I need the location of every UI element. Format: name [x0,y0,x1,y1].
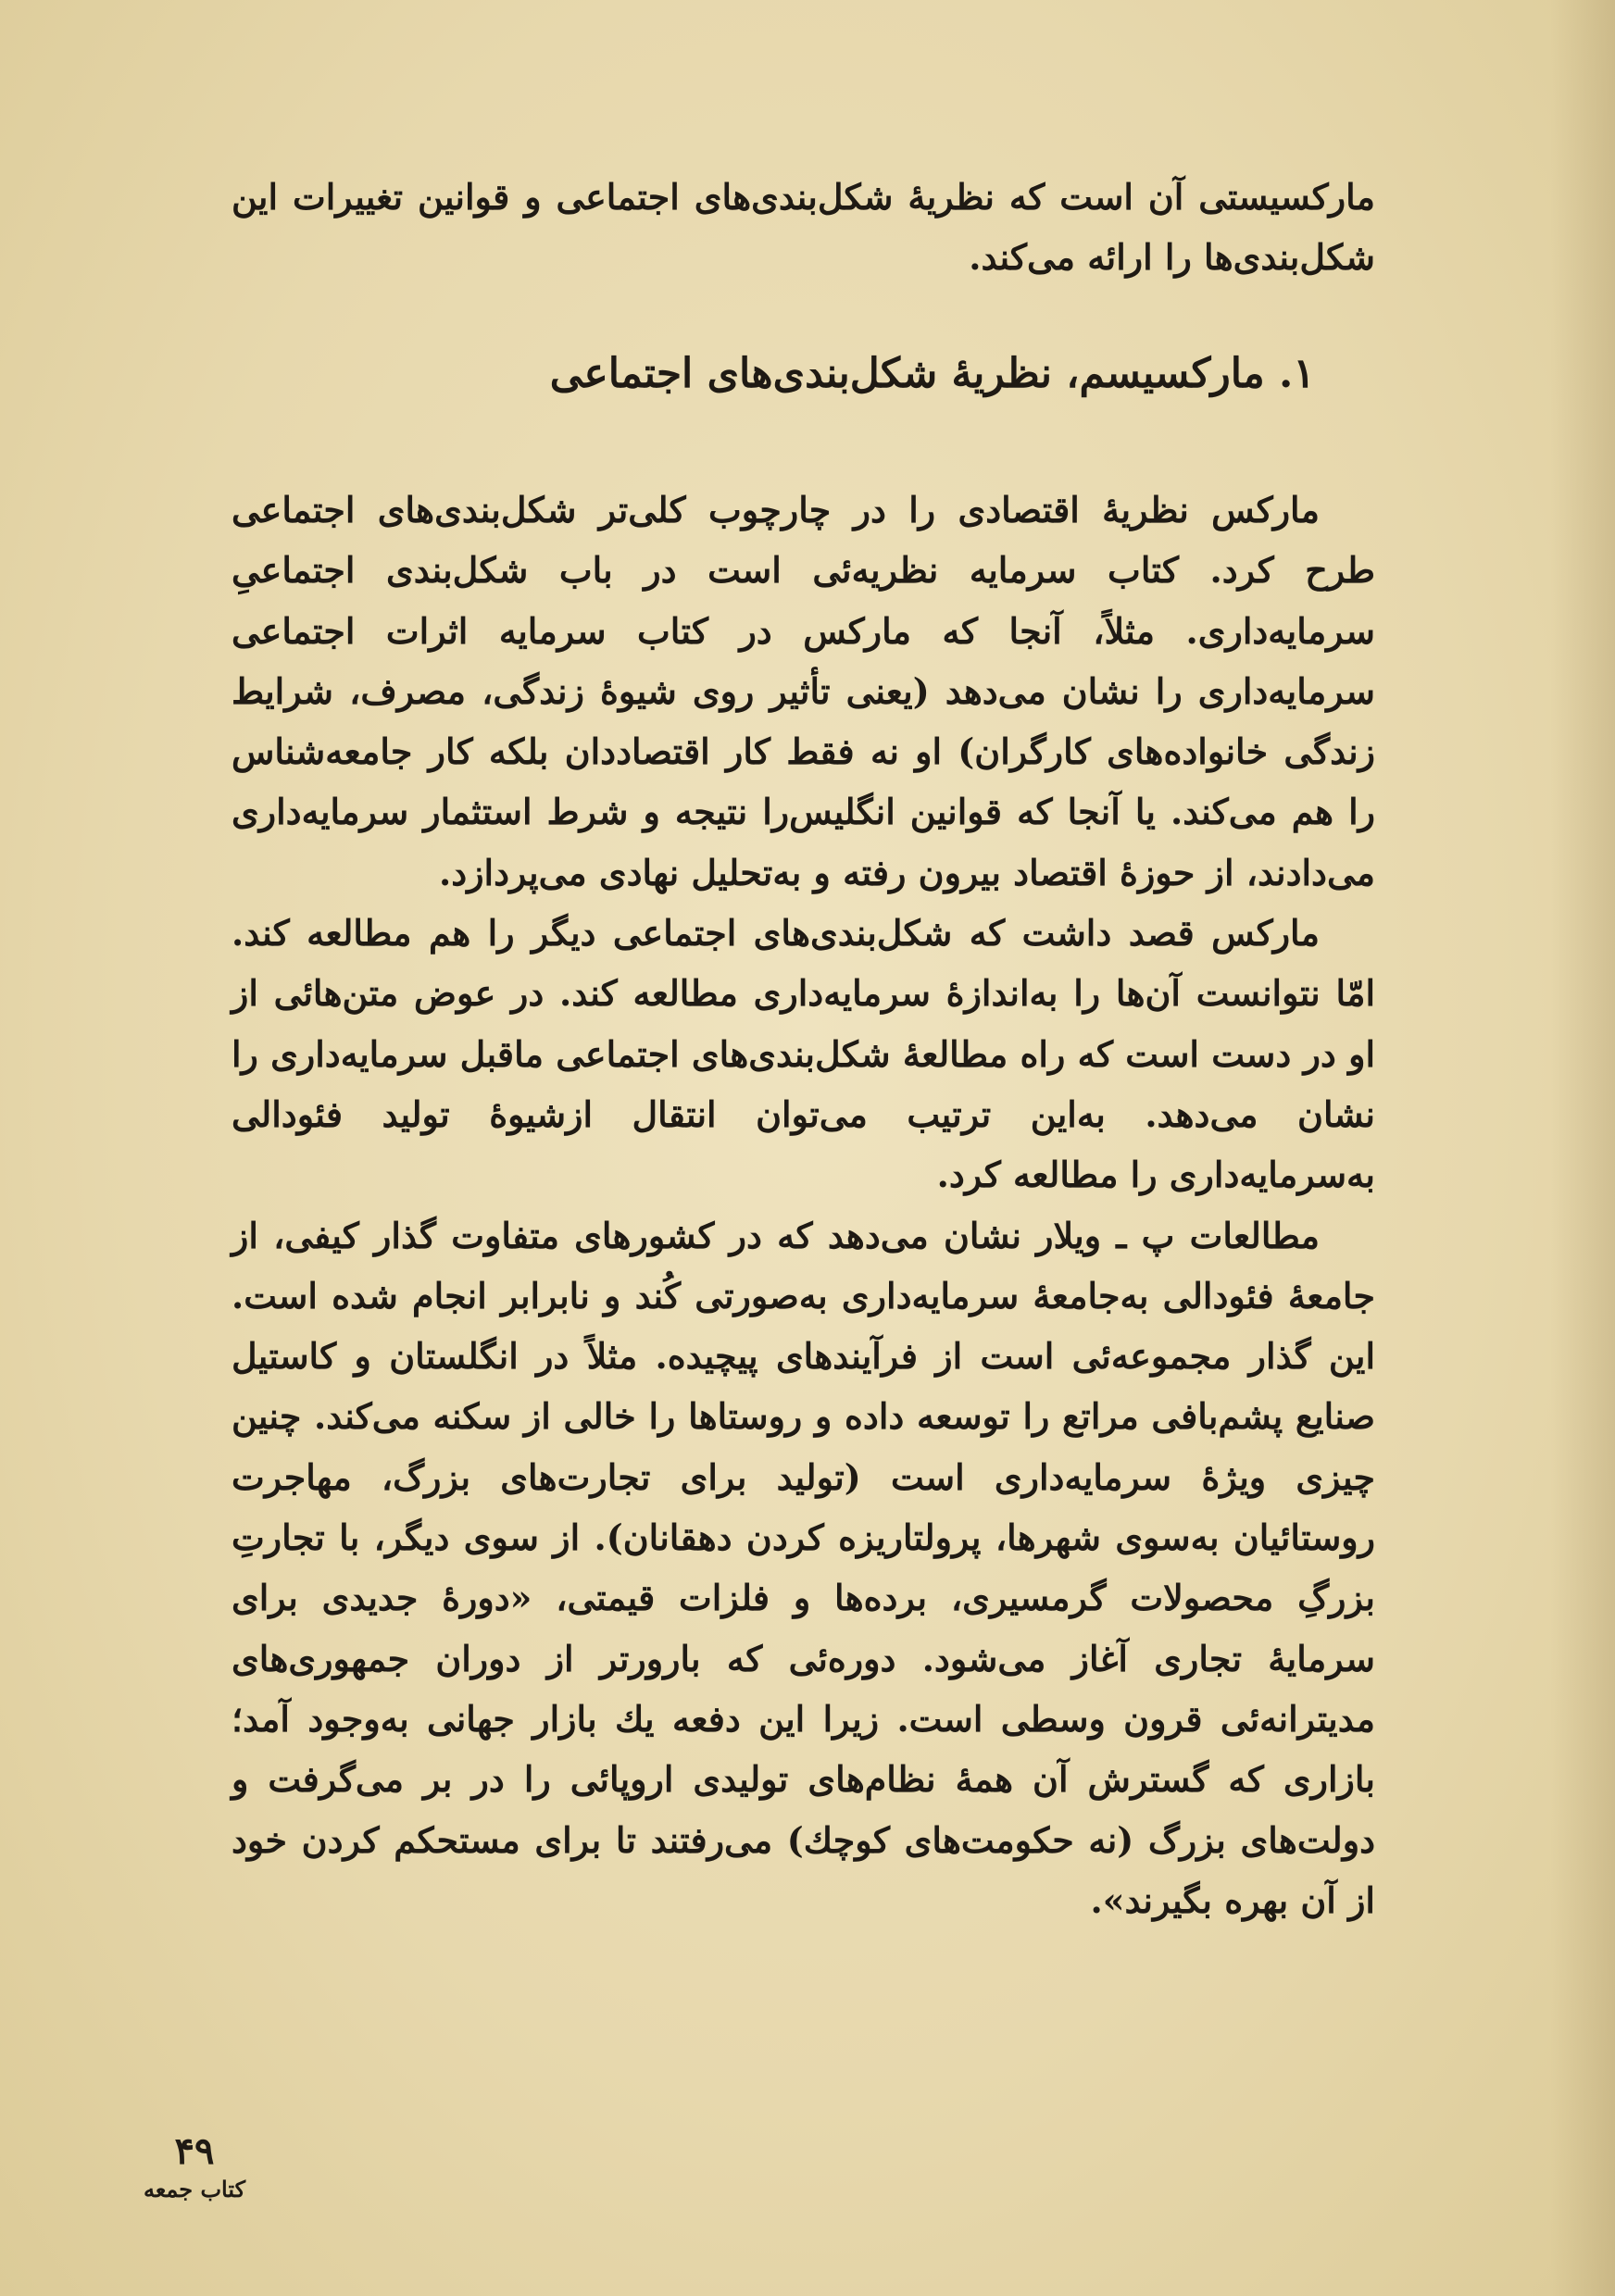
section-heading: ۱. مارکسیسم، نظریهٔ شکل‌بندی‌های اجتماعی [549,350,1315,397]
body-paragraph-1: مارکس نظریهٔ اقتصادی را در چارچوب کلی‌تر شکل‌بندی‌های اجتماعی طرح کرد. کتاب سرمایه نظریه‌ئی است در باب شکل‌بندی اجتماعیِ سرمایه‌داری. مثلاً، آنجا که مارکس در کتاب سرمایه اثرات اجتماعی سرمایه‌داری را نشان می‌دهد (یعنی تأثیر روی شیوهٔ زندگی، مصرف، شرایط زندگی خانواده‌های کارگران) او نه فقط کار اقتصاددان بلکه کار جامعه‌شناس را هم می‌کند. یا آنجا که قوانین انگلیس‌را نتیجه و شرط استثمار سرمایه‌داری می‌دادند، از حوزهٔ اقتصاد بیرون رفته و به‌تحلیل نهادی می‌پردازد. [232,489,1375,893]
section-body [232,480,1375,1930]
intro-block [232,167,1375,288]
page-edge-shadow [1550,0,1615,2296]
body-paragraph-2: مارکس قصد داشت که شکل‌بندی‌های اجتماعی دیگر را هم مطالعه کند. امّا نتوانست آن‌ها را به‌اندازهٔ سرمایه‌داری مطالعه کند. در عوض متن‌هائی از او در دست است که راه مطالعهٔ شکل‌بندی‌های اجتماعی ماقبل سرمایه‌داری را نشان می‌دهد. به‌این ترتیب می‌توان انتقال ازشیوهٔ تولید فئودالی به‌سرمایه‌داری را مطالعه کرد. [232,912,1375,1196]
body-paragraph-3: مطالعات پ ـ ویلار نشان می‌دهد که در کشورهای متفاوت گذار کیفی، از جامعهٔ فئودالی به‌جامعهٔ سرمایه‌داری به‌صورتی کُند و نابرابر انجام شده است. این گذار مجموعه‌ئی است از فرآیندهای پیچیده. مثلاً در انگلستان و کاستیل صنایع پشم‌بافی مراتع را توسعه داده و روستاها را خالی از سکنه می‌کند. چنین چیزی ویژهٔ سرمایه‌داری است (تولید برای تجارت‌های بزرگ، مهاجرت روستائیان به‌سوی شهرها، پرولتاریزه کردن دهقانان). از سوی دیگر، با تجارتِ بزرگِ محصولات گرمسیری، برده‌ها و فلزات قیمتی، «دورهٔ جدیدی برای سرمایهٔ تجاری آغاز می‌شود. دوره‌ئی که بارورتر از دوران جمهوری‌های مدیترانه‌ئی قرون وسطی است. زیرا این دفعه یك بازار جهانی به‌وجود آمد؛ بازاری که گسترش آن همهٔ نظام‌های تولیدی اروپائی را در بر می‌گرفت و دولت‌های بزرگ (نه حکومت‌های کوچك) می‌رفتند تا برای مستحکم کردن خود از آن بهره بگیرند». [232,1214,1375,1921]
page-number: ۴۹ [174,2129,215,2173]
intro-paragraph: مارکسیستی آن است که نظریهٔ شکل‌بندی‌های اجتماعی و قوانین تغییرات این شکل‌بندی‌ها را ارائه می‌کند. [232,176,1375,279]
book-title-footer: کتاب جمعه [143,2176,246,2202]
